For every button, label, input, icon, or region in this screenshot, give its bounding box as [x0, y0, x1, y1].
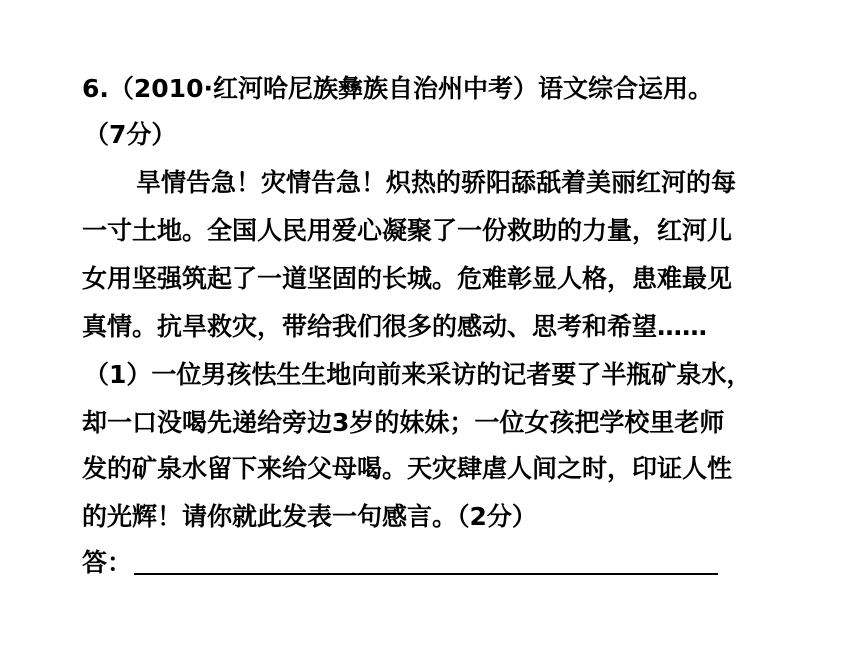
question-points: （7分） — [84, 120, 177, 149]
passage-line: 一寸土地。全国人民用爱心凝聚了一份救助的力量，红河儿 — [82, 216, 733, 245]
sub-question-line: 的光辉！请你就此发表一句感言。（2分） — [82, 502, 537, 531]
passage-line: 女用坚强筑起了一道坚固的长城。危难彰显人格，患难最见 — [82, 264, 733, 293]
answer-blank-line — [134, 573, 718, 575]
question-header: 6.（2010·红河哈尼族彝族自治州中考）语文综合运用。 — [82, 74, 713, 103]
answer-label: 答： — [82, 548, 133, 577]
passage-line: 旱情告急！灾情告急！炽热的骄阳舔舐着美丽红河的每 — [136, 168, 737, 197]
sub-question-line: 却一口没喝先递给旁边3岁的妹妹；一位女孩把学校里老师 — [82, 408, 725, 437]
passage-line: 真情。抗旱救灾，带给我们很多的感动、思考和希望…… — [82, 312, 708, 341]
sub-question-line: 发的矿泉水留下来给父母喝。天灾肆虐人间之时，印证人性 — [82, 454, 733, 483]
sub-question-line: （1）一位男孩怯生生地向前来采访的记者要了半瓶矿泉水， — [84, 360, 752, 389]
